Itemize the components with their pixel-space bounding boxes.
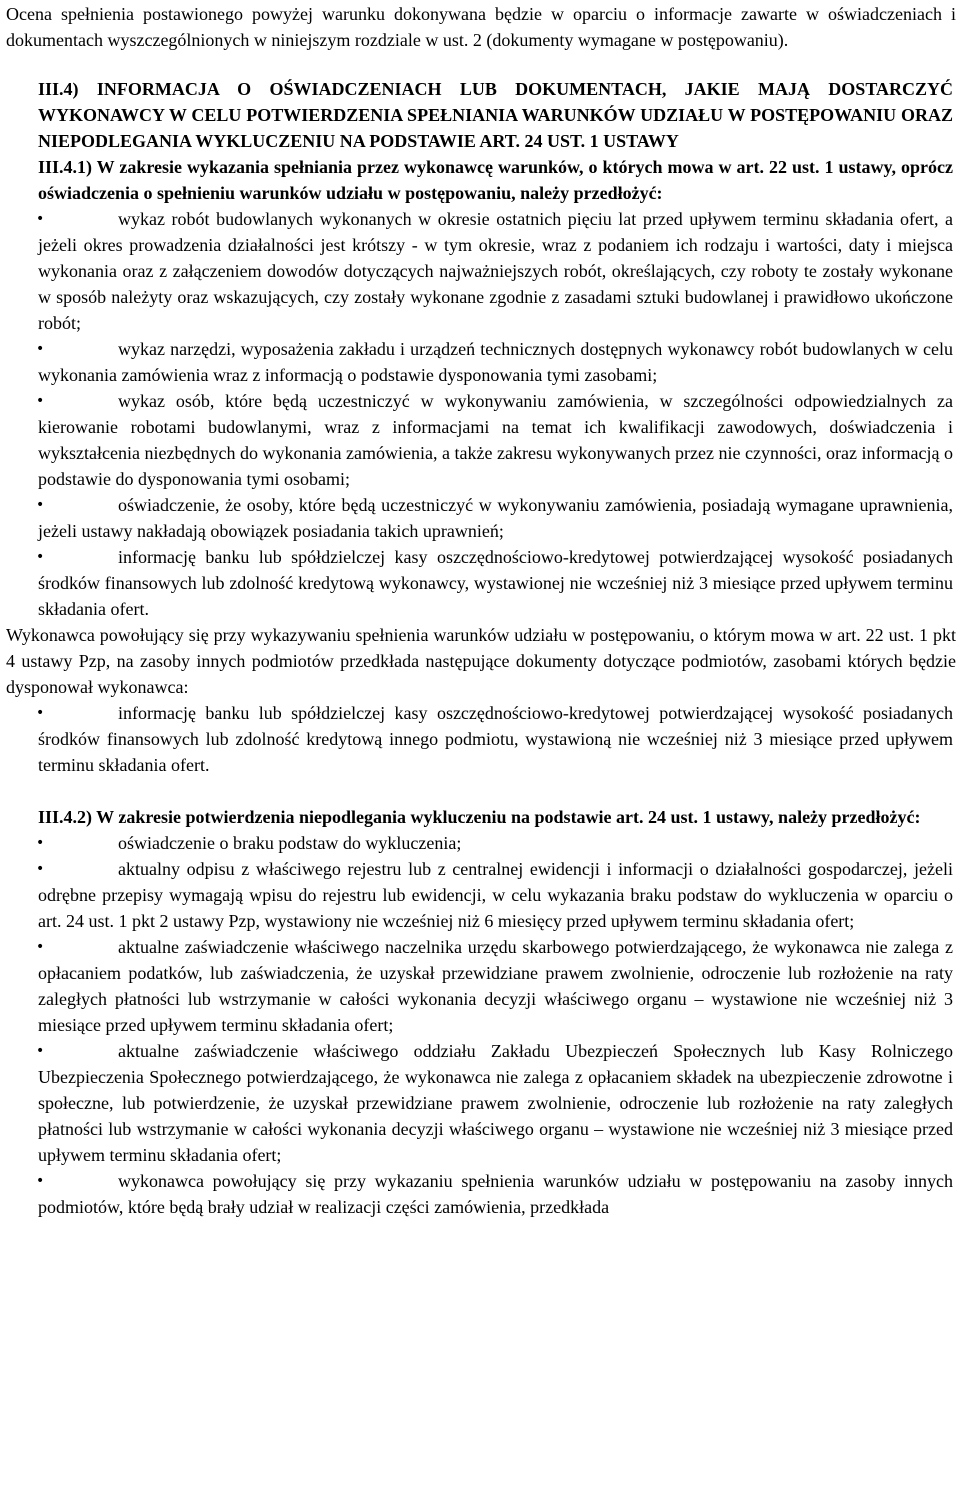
list-item: • wykaz osób, które będą uczestniczyć w wykonywaniu zamówienia, w szczególności odpowiedzialnych za kierowanie robotami budowlanymi, wraz z informacjami na temat ich kwalifikacji zawodowych, doświadczenia i wykształcenia niezbędnych do wykonania zamówienia, a także zakresu wykonywanych przez nie czynności, oraz informacją o podstawie do dysponowania tymi osobami;	[38, 388, 953, 492]
list-other-entities-documents	[0, 700, 953, 778]
list-item: • aktualne zaświadczenie właściwego naczelnika urzędu skarbowego potwierdzającego, że wykonawca nie zalega z opłacaniem podatków, lub zaświadczenia, że uzyskał przewidziane prawem zwolnienie, odroczenie lub rozłożenie na raty zaległych płatności lub wstrzymanie w całości wykonania decyzji właściwego organu – wystawione nie wcześniej niż 3 miesiące przed upływem terminu składania ofert;	[38, 934, 953, 1038]
list-item: • wykaz robót budowlanych wykonanych w okresie ostatnich pięciu lat przed upływem terminu składania ofert, a jeżeli okres prowadzenia działalności jest krótszy - w tym okresie, wraz z podaniem ich rodzaju i wartości, daty i miejsca wykonania oraz z załączeniem dowodów dotyczących najważniejszych robót, określających, czy roboty te zostały wykonane w sposób należyty oraz wskazujących, czy zostały wykonane zgodnie z zasadami sztuki budowlanej i prawidłowo ukończone robót;	[38, 206, 953, 336]
list-item: • aktualny odpisu z właściwego rejestru lub z centralnej ewidencji i informacji o działalności gospodarczej, jeżeli odrębne przepisy wymagają wpisu do rejestru lub ewidencji, w celu wykazania braku podstaw do wykluczenia w oparciu o art. 24 ust. 1 pkt 2 ustawy Pzp, wystawiony nie wcześniej niż 6 miesięcy przed upływem terminu składania ofert;	[38, 856, 953, 934]
bullet-icon: •	[36, 341, 45, 357]
list-required-documents	[0, 206, 953, 622]
list-item: • informację banku lub spółdzielczej kasy oszczędnościowo-kredytowej potwierdzającej wysokość posiadanych środków finansowych lub zdolność kredytową innego podmiotu, wystawioną nie wcześniej niż 3 miesiące przed upływem terminu składania ofert.	[38, 700, 953, 778]
bullet-icon: •	[36, 393, 45, 409]
subsection-heading-iii42: III.4.2) W zakresie potwierdzenia niepodlegania wykluczeniu na podstawie art. 24 ust. 1 ustawy, należy przedłożyć:	[38, 807, 921, 827]
list-item: • wykaz narzędzi, wyposażenia zakładu i urządzeń technicznych dostępnych wykonawcy robót budowlanych w celu wykonania zamówienia wraz z informacją o podstawie dysponowania tymi zasobami;	[38, 336, 953, 388]
spacer	[0, 778, 960, 804]
list-item: • oświadczenie, że osoby, które będą uczestniczyć w wykonywaniu zamówienia, posiadają wymagane uprawnienia, jeżeli ustawy nakładają obowiązek posiadania takich uprawnień;	[38, 492, 953, 544]
bullet-icon: •	[36, 861, 45, 877]
bullet-icon: •	[36, 705, 45, 721]
bullet-icon: •	[36, 497, 45, 513]
list-item: • oświadczenie o braku podstaw do wykluczenia;	[38, 830, 953, 856]
list-item: • wykonawca powołujący się przy wykazaniu spełnienia warunków udziału w postępowaniu na zasoby innych podmiotów, które będą brały udział w realizacji części zamówienia, przedkłada	[38, 1168, 953, 1220]
intro-paragraph: Ocena spełnienia postawionego powyżej warunku dokonywana będzie w oparciu o informacje zawarte w oświadczeniach i dokumentach wyszczególnionych w niniejszym rozdziale w ust. 2 (dokumenty wymagane w postępowaniu).	[6, 4, 956, 50]
bullet-icon: •	[36, 939, 45, 955]
list-item: • aktualne zaświadczenie właściwego oddziału Zakładu Ubezpieczeń Społecznych lub Kasy Rolniczego Ubezpieczenia Społecznego potwierdzającego, że wykonawca nie zalega z opłacaniem składek na ubezpieczenie zdrowotne i społeczne, lub potwierdzenie, że uzyskał przewidziane prawem zwolnienie, odroczenie lub rozłożenie na raty zaległych płatności lub wstrzymanie w całości wykonania decyzji właściwego organu – wystawione nie wcześniej niż 3 miesiące przed upływem terminu składania ofert;	[38, 1038, 953, 1168]
paragraph-wykonawca: Wykonawca powołujący się przy wykazywaniu spełnienia warunków udziału w postępowaniu, o którym mowa w art. 22 ust. 1 pkt 4 ustawy Pzp, na zasoby innych podmiotów przedkłada następujące dokumenty dotyczące podmiotów, zasobami których będzie dysponował wykonawca:	[6, 625, 956, 697]
bullet-icon: •	[36, 211, 45, 227]
subsection-heading-iii41: III.4.1) W zakresie wykazania spełniania przez wykonawcę warunków, o których mowa w art. 22 ust. 1 ustawy, oprócz oświadczenia o spełnieniu warunków udziału w postępowaniu, należy przedłożyć:	[38, 157, 953, 203]
list-item: • informację banku lub spółdzielczej kasy oszczędnościowo-kredytowej potwierdzającej wysokość posiadanych środków finansowych lub zdolność kredytową wykonawcy, wystawionej nie wcześniej niż 3 miesiące przed upływem terminu składania ofert.	[38, 544, 953, 622]
list-exclusion-documents	[0, 830, 953, 1220]
bullet-icon: •	[36, 835, 45, 851]
section-heading-iii4: III.4) INFORMACJA O OŚWIADCZENIACH LUB DOKUMENTACH, JAKIE MAJĄ DOSTARCZYĆ WYKONAWCY W CELU POTWIERDZENIA SPEŁNIANIA WARUNKÓW UDZIAŁU W POSTĘPOWANIU ORAZ NIEPODLEGANIA WYKLUCZENIU NA PODSTAWIE ART. 24 UST. 1 USTAWY	[38, 79, 953, 151]
bullet-icon: •	[36, 1173, 45, 1189]
bullet-icon: •	[36, 549, 45, 565]
bullet-icon: •	[36, 1043, 45, 1059]
